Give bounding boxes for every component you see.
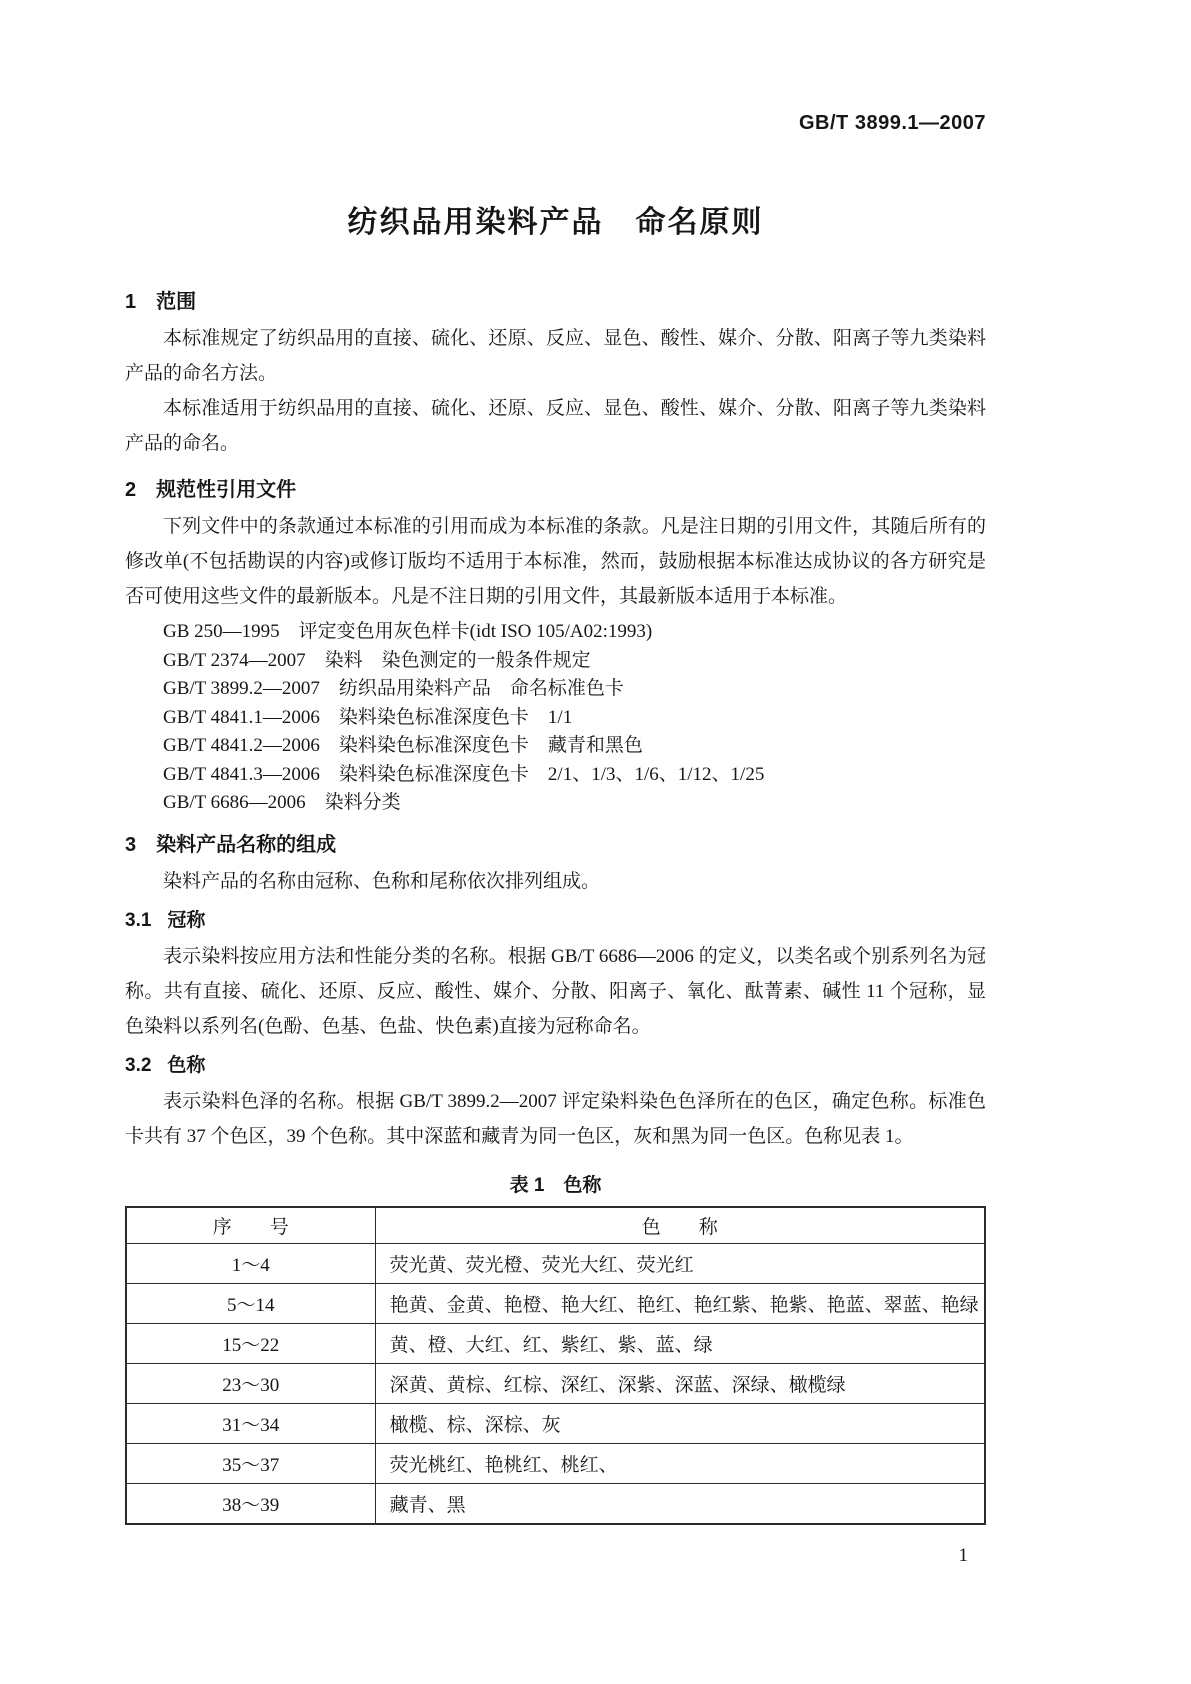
references-list <box>125 618 986 818</box>
serial-range-cell: 35～37 <box>126 1443 375 1483</box>
section-1-label: 范围 <box>156 291 197 313</box>
table-row <box>126 1283 985 1323</box>
composition-paragraph: 染料产品的名称由冠称、色称和尾称依次排列组成。 <box>163 870 601 892</box>
table-row <box>126 1323 985 1363</box>
section-3-2-number: 3.2 <box>125 1054 152 1076</box>
serial-range-cell: 31～34 <box>126 1403 375 1443</box>
table-header-row <box>126 1207 985 1244</box>
reference-item: GB/T 3899.2—2007 纺织品用染料产品 命名标准色卡 <box>163 678 624 699</box>
serial-range-cell: 23～30 <box>126 1363 375 1403</box>
reference-item: GB/T 6686—2006 染料分类 <box>163 792 401 813</box>
column-header-color: 色 称 <box>375 1207 985 1244</box>
color-names-cell: 橄榄、棕、深棕、灰 <box>375 1403 985 1443</box>
doc-standard-number: GB/T 3899.1—2007 <box>799 112 986 134</box>
table-row <box>126 1483 985 1524</box>
page-content <box>125 0 986 1567</box>
section-1-number: 1 <box>125 291 137 313</box>
scope-paragraph-2: 本标准适用于纺织品用的直接、硫化、还原、反应、显色、酸性、媒介、分散、阳离子等九类染料产品的命名。 <box>125 398 986 454</box>
reference-item: GB/T 2374—2007 染料 染色测定的一般条件规定 <box>163 649 591 671</box>
guancheng-paragraph: 表示染料按应用方法和性能分类的名称。根据 GB/T 6686—2006 的定义，以类名或个别系列名为冠称。共有直接、硫化、还原、反应、酸性、媒介、分散、阳离子、氧化、酞菁素、碱性 11 个冠称，显色染料以系列名(色酚、色基、色盐、快色素)直接为冠称命名。 <box>125 945 986 1037</box>
color-names-cell: 藏青、黑 <box>375 1483 985 1524</box>
column-header-serial: 序 号 <box>126 1207 375 1244</box>
reference-item: GB 250—1995 评定变色用灰色样卡(idt ISO 105/A02:1993) <box>163 621 653 642</box>
serial-range-cell: 5～14 <box>126 1283 375 1323</box>
scope-paragraph-1: 本标准规定了纺织品用的直接、硫化、还原、反应、显色、酸性、媒介、分散、阳离子等九类染料产品的命名方法。 <box>125 328 986 384</box>
color-names-table <box>125 1206 986 1525</box>
section-2-number: 2 <box>125 479 137 501</box>
table-row <box>126 1243 985 1283</box>
refs-intro-paragraph: 下列文件中的条款通过本标准的引用而成为本标准的条款。凡是注日期的引用文件，其随后所有的修改单(不包括勘误的内容)或修订版均不适用于本标准，然而，鼓励根据本标准达成协议的各方研究是否可使用这些文件的最新版本。凡是不注日期的引用文件，其最新版本适用于本标准。 <box>125 516 986 607</box>
section-2-heading <box>125 477 986 503</box>
color-names-cell: 深黄、黄棕、红棕、深红、深紫、深蓝、深绿、橄榄绿 <box>375 1363 985 1403</box>
table-caption <box>125 1170 986 1197</box>
table-row <box>126 1363 985 1403</box>
color-names-cell: 荧光黄、荧光橙、荧光大红、荧光红 <box>375 1243 985 1283</box>
serial-range-cell: 15～22 <box>126 1323 375 1363</box>
section-3-1-number: 3.1 <box>125 909 152 931</box>
section-2-label: 规范性引用文件 <box>156 479 297 501</box>
section-3-2-label: 色称 <box>167 1054 206 1076</box>
reference-item: GB/T 4841.2—2006 染料染色标准深度色卡 藏青和黑色 <box>163 735 643 756</box>
section-3-1-label: 冠称 <box>167 909 206 931</box>
document-title: 纺织品用染料产品 命名原则 <box>347 206 764 239</box>
section-3-1-heading <box>125 908 986 933</box>
serial-range-cell: 38～39 <box>126 1483 375 1524</box>
page-number: 1 <box>958 1544 968 1566</box>
table-row <box>126 1403 985 1443</box>
color-names-cell: 荧光桃红、艳桃红、桃红、 <box>375 1443 985 1483</box>
section-3-2-heading <box>125 1053 986 1078</box>
color-names-cell: 黄、橙、大红、红、紫红、紫、蓝、绿 <box>375 1323 985 1363</box>
color-names-cell: 艳黄、金黄、艳橙、艳大红、艳红、艳红紫、艳紫、艳蓝、翠蓝、艳绿 <box>375 1283 985 1323</box>
serial-range-cell: 1～4 <box>126 1243 375 1283</box>
section-1-heading <box>125 289 986 315</box>
reference-item: GB/T 4841.3—2006 染料染色标准深度色卡 2/1、1/3、1/6、1/12、1/25 <box>163 763 765 785</box>
section-3-heading <box>125 832 986 858</box>
section-3-number: 3 <box>125 833 137 856</box>
table-row <box>126 1443 985 1483</box>
secheng-paragraph: 表示染料色泽的名称。根据 GB/T 3899.2—2007 评定染料染色色泽所在的色区，确定色称。标准色卡共有 37 个色区，39 个色称。其中深蓝和藏青为同一色区，灰和黑为同一色区。色称见表 1。 <box>125 1090 986 1147</box>
table-caption-text: 表 1 色称 <box>509 1174 602 1196</box>
reference-item: GB/T 4841.1—2006 染料染色标准深度色卡 1/1 <box>163 706 573 728</box>
section-3-label: 染料产品名称的组成 <box>156 833 337 856</box>
